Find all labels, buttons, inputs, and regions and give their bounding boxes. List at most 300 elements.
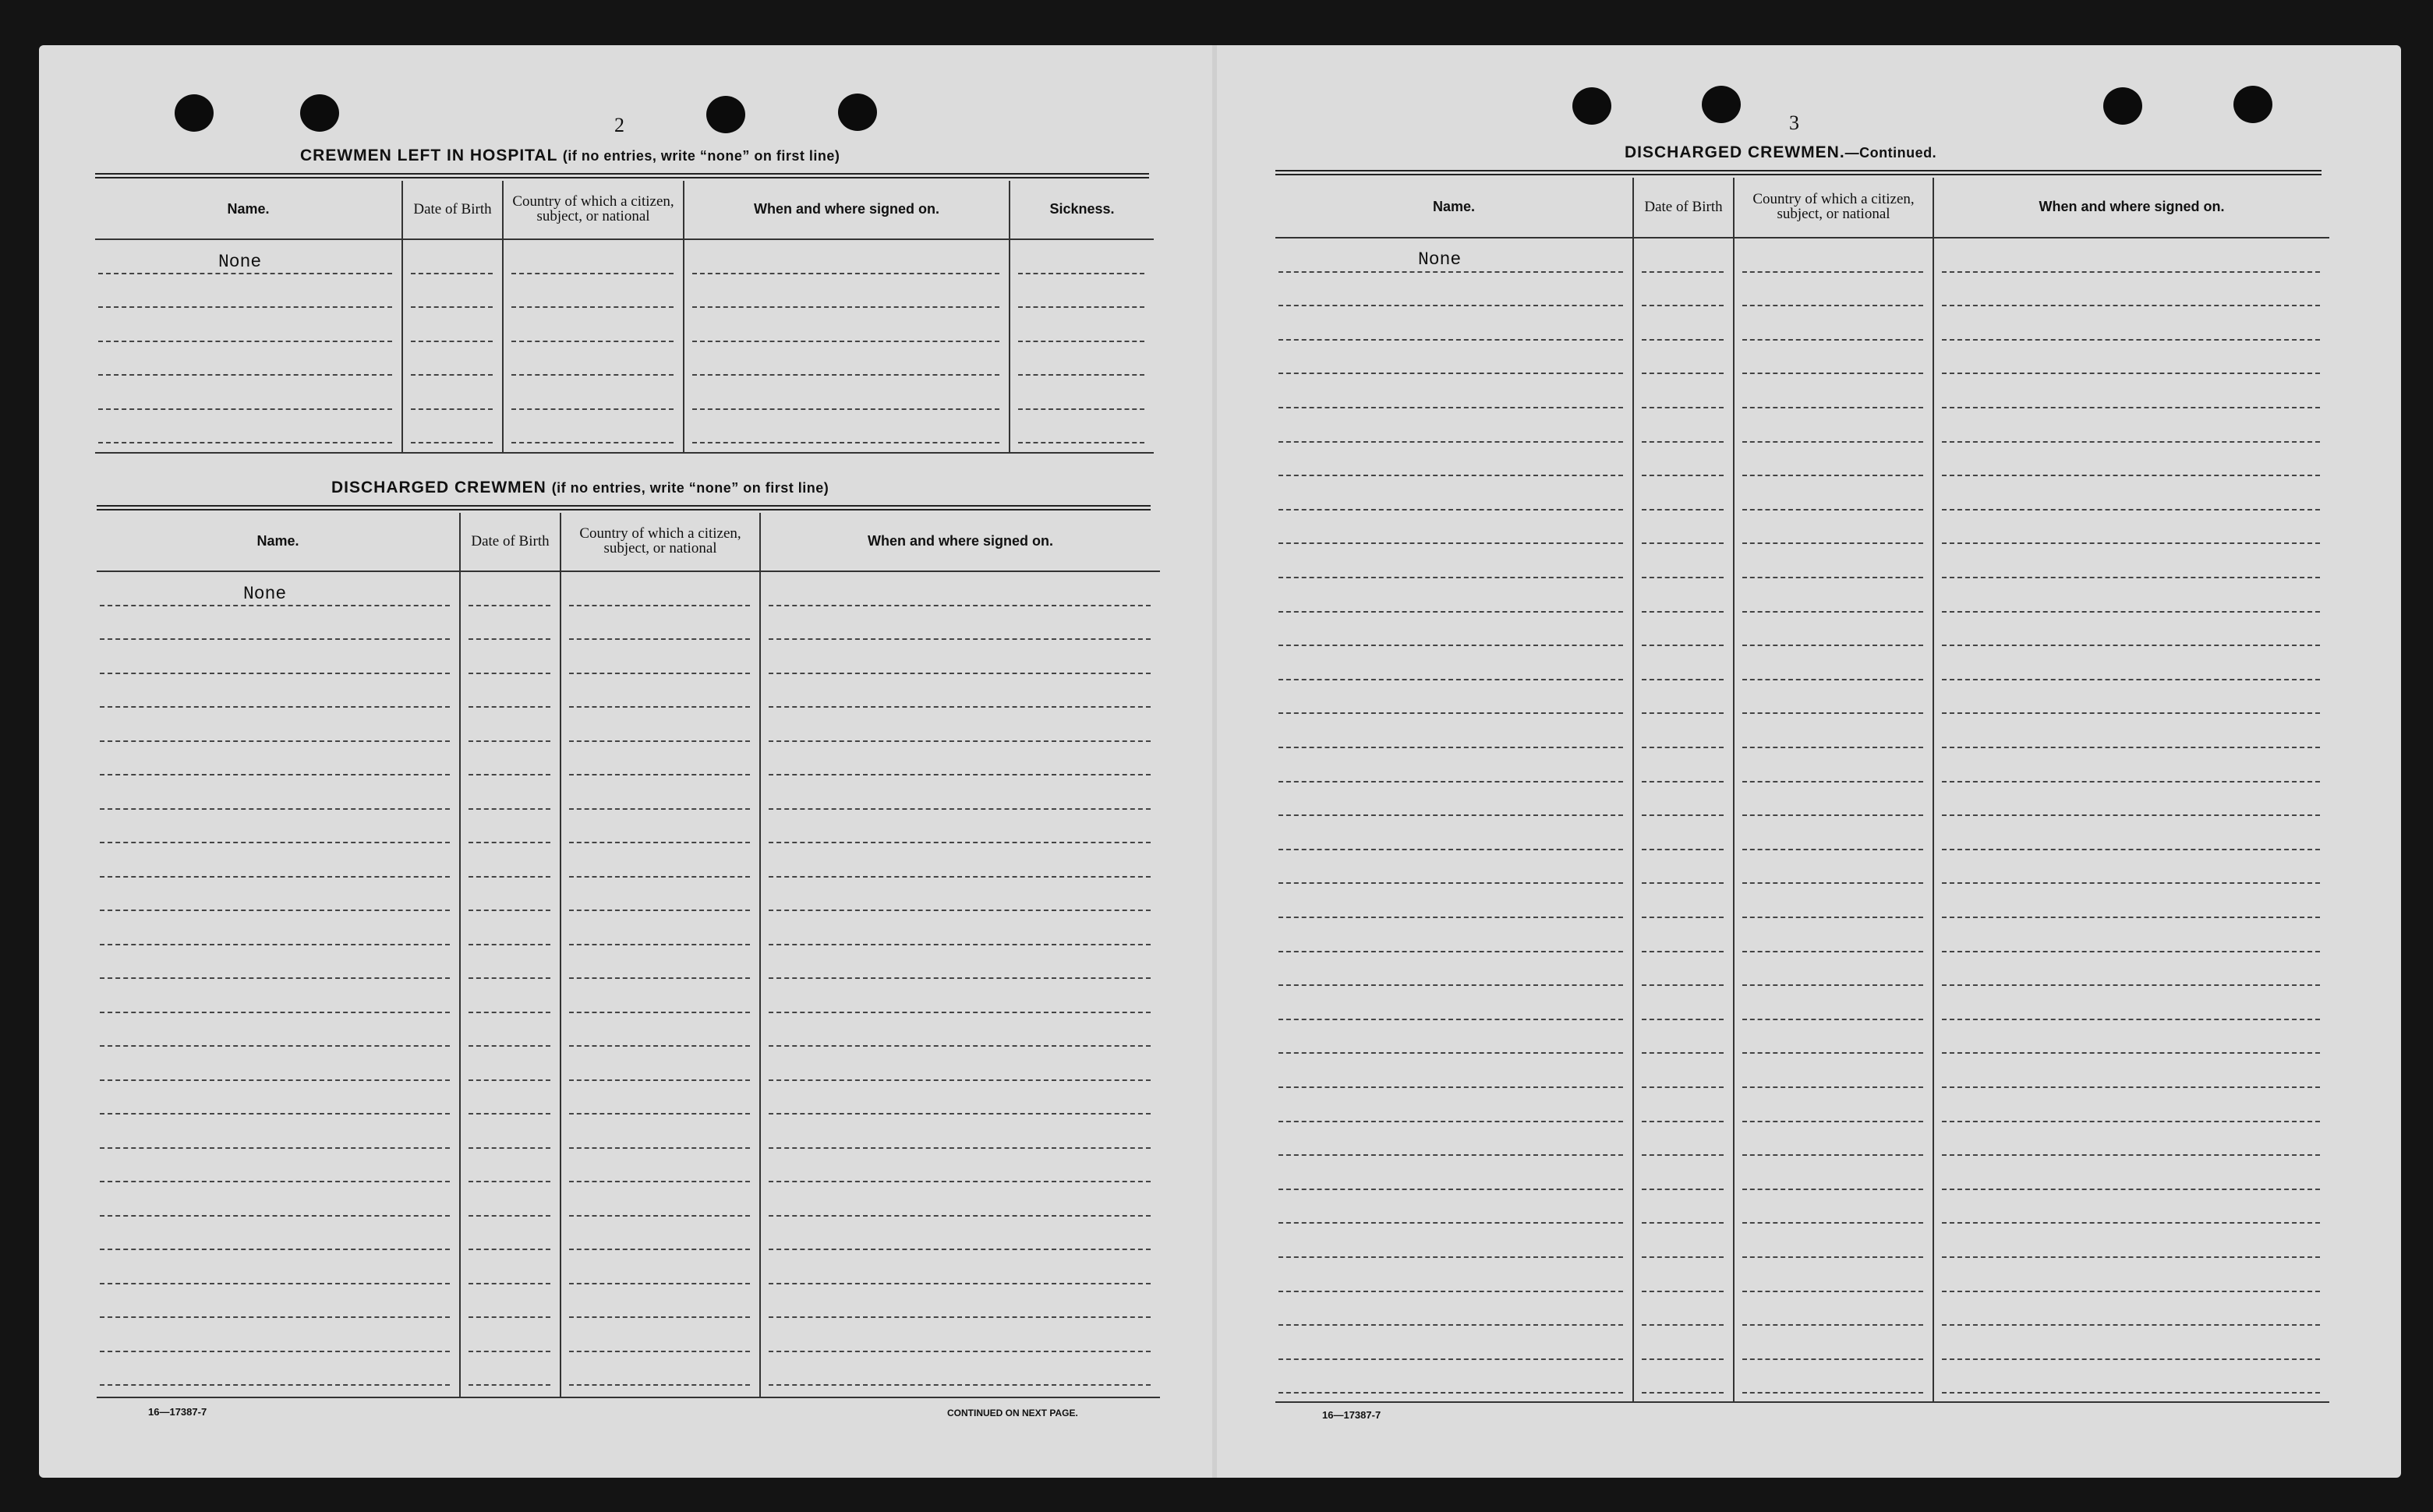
table-bottom-rule — [1275, 1401, 2329, 1403]
dotted-entry-line — [1742, 679, 1923, 680]
dotted-entry-line — [1942, 712, 2320, 714]
dotted-entry-line — [1278, 1121, 1623, 1122]
dotted-entry-line — [1278, 542, 1623, 544]
dotted-entry-line — [469, 876, 550, 878]
dotted-entry-line — [411, 374, 493, 376]
dotted-entry-line — [100, 774, 450, 775]
dotted-entry-line — [1642, 373, 1724, 374]
dotted-entry-line — [569, 910, 750, 911]
dotted-entry-line — [1942, 951, 2320, 952]
header-signed-on: When and where signed on. — [867, 532, 1054, 549]
header-rule — [95, 238, 1154, 240]
page-number: 3 — [1789, 111, 1799, 134]
right-title-rule — [1275, 170, 2322, 175]
dotted-entry-line — [569, 673, 750, 674]
dotted-entry-line — [1942, 984, 2320, 986]
header-country: Country of which a citizen, subject, or national — [579, 525, 741, 556]
discharged-title: DISCHARGED CREWMEN — [331, 479, 546, 496]
dotted-entry-line — [98, 273, 392, 274]
punch-hole — [2233, 86, 2272, 123]
dotted-entry-line — [569, 944, 750, 945]
dotted-entry-line — [100, 1012, 450, 1013]
dotted-entry-line — [100, 1079, 450, 1081]
right-section-title — [1625, 143, 1936, 162]
column-divider — [683, 181, 684, 452]
dotted-entry-line — [1018, 442, 1144, 443]
dotted-entry-line — [1642, 951, 1724, 952]
dotted-entry-line — [692, 273, 999, 274]
dotted-entry-line — [469, 808, 550, 810]
header-sickness: Sickness. — [1049, 200, 1115, 217]
dotted-entry-line — [1278, 305, 1623, 306]
header-name: Name. — [227, 200, 270, 217]
dotted-entry-line — [769, 706, 1151, 708]
dotted-entry-line — [1942, 611, 2320, 613]
header-rule — [1275, 237, 2329, 238]
dotted-entry-line — [1742, 849, 1923, 850]
dotted-entry-line — [469, 673, 550, 674]
dotted-entry-line — [1278, 882, 1623, 884]
dotted-entry-line — [1018, 306, 1144, 308]
dotted-entry-line — [1942, 1154, 2320, 1156]
dotted-entry-line — [100, 842, 450, 843]
continued-note: CONTINUED ON NEXT PAGE. — [947, 1408, 1078, 1418]
dotted-entry-line — [1942, 1256, 2320, 1258]
dotted-entry-line — [1642, 1291, 1724, 1292]
dotted-entry-line — [769, 605, 1151, 606]
table-bottom-rule — [97, 1397, 1160, 1398]
dotted-entry-line — [769, 1316, 1151, 1318]
dotted-entry-line — [100, 1215, 450, 1217]
header-date-of-birth: Date of Birth — [413, 200, 492, 217]
dotted-entry-line — [1278, 645, 1623, 646]
dotted-entry-line — [1278, 577, 1623, 578]
hospital-entry-name: None — [218, 252, 262, 272]
dotted-entry-line — [1942, 407, 2320, 408]
dotted-entry-line — [1642, 542, 1724, 544]
dotted-entry-line — [1742, 407, 1923, 408]
dotted-entry-line — [469, 774, 550, 775]
dotted-entry-line — [1742, 814, 1923, 816]
dotted-entry-line — [1942, 271, 2320, 273]
dotted-entry-line — [569, 1316, 750, 1318]
dotted-entry-line — [1942, 1086, 2320, 1088]
dotted-entry-line — [1278, 1019, 1623, 1020]
dotted-entry-line — [1278, 1154, 1623, 1156]
dotted-entry-line — [1642, 849, 1724, 850]
dotted-entry-line — [1742, 882, 1923, 884]
dotted-entry-line — [469, 1181, 550, 1182]
header-date-of-birth: Date of Birth — [471, 532, 550, 549]
discharged-section-title — [331, 479, 829, 497]
column-divider — [1733, 178, 1735, 1401]
dotted-entry-line — [769, 1215, 1151, 1217]
dotted-entry-line — [100, 910, 450, 911]
dotted-entry-line — [1742, 509, 1923, 510]
dotted-entry-line — [769, 774, 1151, 775]
dotted-entry-line — [1642, 1256, 1724, 1258]
dotted-entry-line — [769, 1181, 1151, 1182]
dotted-entry-line — [1942, 1222, 2320, 1224]
punch-hole — [1572, 87, 1611, 125]
dotted-entry-line — [1942, 1189, 2320, 1190]
dotted-entry-line — [1642, 1154, 1724, 1156]
dotted-entry-line — [1742, 1086, 1923, 1088]
column-divider — [502, 181, 504, 452]
column-divider — [401, 181, 403, 452]
dotted-entry-line — [1942, 1019, 2320, 1020]
dotted-entry-line — [469, 740, 550, 742]
dotted-entry-line — [469, 1147, 550, 1149]
dotted-entry-line — [1742, 984, 1923, 986]
dotted-entry-line — [1942, 1324, 2320, 1326]
dotted-entry-line — [100, 1181, 450, 1182]
header-rule — [97, 571, 1160, 572]
column-divider — [759, 513, 761, 1397]
dotted-entry-line — [1942, 1358, 2320, 1360]
dotted-entry-line — [1642, 1189, 1724, 1190]
dotted-entry-line — [1278, 373, 1623, 374]
header-country: Country of which a citizen, subject, or national — [512, 193, 674, 224]
dotted-entry-line — [1642, 1086, 1724, 1088]
dotted-entry-line — [1742, 542, 1923, 544]
dotted-entry-line — [469, 977, 550, 979]
dotted-entry-line — [98, 408, 392, 410]
dotted-entry-line — [569, 706, 750, 708]
dotted-entry-line — [769, 1249, 1151, 1250]
dotted-entry-line — [469, 1215, 550, 1217]
dotted-entry-line — [692, 442, 999, 443]
dotted-entry-line — [569, 1147, 750, 1149]
dotted-entry-line — [1642, 1019, 1724, 1020]
table-bottom-rule — [95, 452, 1154, 454]
dotted-entry-line — [1642, 712, 1724, 714]
dotted-entry-line — [469, 706, 550, 708]
dotted-entry-line — [1942, 542, 2320, 544]
header-signed-on: When and where signed on. — [753, 200, 940, 217]
hospital-title: CREWMEN LEFT IN HOSPITAL — [300, 147, 558, 164]
dotted-entry-line — [411, 306, 493, 308]
right-discharged-table — [1275, 178, 2329, 1403]
dotted-entry-line — [1642, 441, 1724, 443]
dotted-entry-line — [1018, 341, 1144, 342]
dotted-entry-line — [1642, 1052, 1724, 1054]
dotted-entry-line — [1642, 814, 1724, 816]
dotted-entry-line — [1742, 1392, 1923, 1394]
dotted-entry-line — [100, 706, 450, 708]
dotted-entry-line — [1742, 1052, 1923, 1054]
dotted-entry-line — [569, 638, 750, 640]
dotted-entry-line — [98, 306, 392, 308]
dotted-entry-line — [1942, 509, 2320, 510]
dotted-entry-line — [769, 944, 1151, 945]
dotted-entry-line — [1742, 373, 1923, 374]
dotted-entry-line — [769, 842, 1151, 843]
dotted-entry-line — [1942, 373, 2320, 374]
dotted-entry-line — [1018, 374, 1144, 376]
discharged-title-rule — [97, 505, 1151, 510]
dotted-entry-line — [1642, 1324, 1724, 1326]
dotted-entry-line — [769, 808, 1151, 810]
dotted-entry-line — [1742, 1189, 1923, 1190]
dotted-entry-line — [1742, 1121, 1923, 1122]
dotted-entry-line — [769, 1079, 1151, 1081]
dotted-entry-line — [511, 408, 674, 410]
dotted-entry-line — [1278, 441, 1623, 443]
dotted-entry-line — [1642, 577, 1724, 578]
dotted-entry-line — [1278, 1189, 1623, 1190]
dotted-entry-line — [1742, 645, 1923, 646]
hospital-title-rule — [95, 173, 1149, 178]
dotted-entry-line — [1278, 1291, 1623, 1292]
column-divider — [1009, 181, 1010, 452]
punch-hole — [300, 94, 339, 132]
dotted-entry-line — [1642, 305, 1724, 306]
dotted-entry-line — [1642, 781, 1724, 782]
form-number: 16—17387-7 — [148, 1406, 207, 1418]
dotted-entry-line — [569, 1045, 750, 1047]
dotted-entry-line — [1742, 951, 1923, 952]
right-title-suffix: —Continued. — [1844, 145, 1937, 161]
dotted-entry-line — [692, 408, 999, 410]
right-entry-name: None — [1418, 249, 1462, 270]
dotted-entry-line — [1642, 1121, 1724, 1122]
column-divider — [560, 513, 561, 1397]
dotted-entry-line — [511, 273, 674, 274]
dotted-entry-line — [411, 408, 493, 410]
dotted-entry-line — [569, 977, 750, 979]
dotted-entry-line — [100, 673, 450, 674]
dotted-entry-line — [692, 341, 999, 342]
dotted-entry-line — [1278, 1052, 1623, 1054]
dotted-entry-line — [1942, 882, 2320, 884]
dotted-entry-line — [1742, 1222, 1923, 1224]
dotted-entry-line — [1742, 271, 1923, 273]
dotted-entry-line — [1278, 951, 1623, 952]
dotted-entry-line — [469, 842, 550, 843]
dotted-entry-line — [1278, 917, 1623, 918]
dotted-entry-line — [569, 1249, 750, 1250]
dotted-entry-line — [769, 638, 1151, 640]
dotted-entry-line — [1742, 611, 1923, 613]
discharged-table — [97, 513, 1160, 1400]
dotted-entry-line — [1278, 1358, 1623, 1360]
dotted-entry-line — [1942, 339, 2320, 341]
dotted-entry-line — [1278, 1324, 1623, 1326]
header-name: Name. — [256, 532, 299, 549]
discharged-instruction: (if no entries, write “none” on first line) — [551, 480, 829, 496]
hospital-instruction: (if no entries, write “none” on first line) — [562, 148, 840, 164]
dotted-entry-line — [1278, 984, 1623, 986]
dotted-entry-line — [469, 1316, 550, 1318]
dotted-entry-line — [569, 1113, 750, 1115]
header-country: Country of which a citizen, subject, or national — [1752, 191, 1915, 222]
dotted-entry-line — [1278, 1222, 1623, 1224]
column-divider — [1632, 178, 1634, 1401]
dotted-entry-line — [100, 1113, 450, 1115]
dotted-entry-line — [769, 1351, 1151, 1352]
dotted-entry-line — [1642, 882, 1724, 884]
dotted-entry-line — [769, 1384, 1151, 1386]
dotted-entry-line — [569, 808, 750, 810]
dotted-entry-line — [569, 740, 750, 742]
dotted-entry-line — [1742, 1256, 1923, 1258]
dotted-entry-line — [511, 306, 674, 308]
dotted-entry-line — [1278, 1086, 1623, 1088]
dotted-entry-line — [769, 876, 1151, 878]
dotted-entry-line — [1742, 475, 1923, 476]
dotted-entry-line — [1018, 408, 1144, 410]
dotted-entry-line — [1742, 712, 1923, 714]
header-name: Name. — [1432, 198, 1476, 214]
dotted-entry-line — [469, 638, 550, 640]
dotted-entry-line — [1278, 611, 1623, 613]
punch-hole — [838, 94, 877, 131]
dotted-entry-line — [1942, 814, 2320, 816]
dotted-entry-line — [569, 1181, 750, 1182]
punch-hole — [2103, 87, 2142, 125]
dotted-entry-line — [1742, 1154, 1923, 1156]
dotted-entry-line — [511, 442, 674, 443]
dotted-entry-line — [1942, 475, 2320, 476]
dotted-entry-line — [100, 1351, 450, 1352]
dotted-entry-line — [769, 977, 1151, 979]
dotted-entry-line — [1642, 1358, 1724, 1360]
dotted-entry-line — [100, 944, 450, 945]
dotted-entry-line — [1278, 339, 1623, 341]
dotted-entry-line — [1742, 1291, 1923, 1292]
dotted-entry-line — [1278, 781, 1623, 782]
dotted-entry-line — [1642, 1222, 1724, 1224]
hospital-table — [95, 181, 1154, 457]
dotted-entry-line — [98, 442, 392, 443]
dotted-entry-line — [1942, 305, 2320, 306]
dotted-entry-line — [1642, 611, 1724, 613]
dotted-entry-line — [100, 740, 450, 742]
dotted-entry-line — [469, 1113, 550, 1115]
dotted-entry-line — [469, 1283, 550, 1284]
page-number: 2 — [614, 114, 624, 136]
dotted-entry-line — [469, 1012, 550, 1013]
dotted-entry-line — [469, 1045, 550, 1047]
dotted-entry-line — [769, 1045, 1151, 1047]
dotted-entry-line — [1742, 747, 1923, 748]
dotted-entry-line — [1278, 271, 1623, 273]
page-gutter — [1212, 45, 1217, 1478]
dotted-entry-line — [569, 842, 750, 843]
dotted-entry-line — [769, 910, 1151, 911]
dotted-entry-line — [100, 638, 450, 640]
dotted-entry-line — [569, 876, 750, 878]
dotted-entry-line — [569, 1351, 750, 1352]
dotted-entry-line — [1642, 984, 1724, 986]
dotted-entry-line — [1642, 645, 1724, 646]
dotted-entry-line — [469, 1351, 550, 1352]
dotted-entry-line — [569, 1079, 750, 1081]
dotted-entry-line — [98, 374, 392, 376]
form-number: 16—17387-7 — [1322, 1409, 1381, 1421]
dotted-entry-line — [1642, 339, 1724, 341]
dotted-entry-line — [1278, 1392, 1623, 1394]
dotted-entry-line — [469, 1384, 550, 1386]
dotted-entry-line — [769, 673, 1151, 674]
dotted-entry-line — [469, 1249, 550, 1250]
hospital-section-title — [300, 147, 840, 165]
dotted-entry-line — [411, 341, 493, 342]
dotted-entry-line — [1642, 679, 1724, 680]
dotted-entry-line — [769, 1012, 1151, 1013]
dotted-entry-line — [100, 1249, 450, 1250]
dotted-entry-line — [1278, 814, 1623, 816]
dotted-entry-line — [1278, 407, 1623, 408]
dotted-entry-line — [1942, 747, 2320, 748]
dotted-entry-line — [1278, 849, 1623, 850]
dotted-entry-line — [1942, 1052, 2320, 1054]
column-divider — [1933, 178, 1934, 1401]
dotted-entry-line — [1642, 271, 1724, 273]
dotted-entry-line — [100, 1147, 450, 1149]
dotted-entry-line — [469, 605, 550, 606]
dotted-entry-line — [1742, 1358, 1923, 1360]
dotted-entry-line — [1278, 747, 1623, 748]
dotted-entry-line — [1278, 475, 1623, 476]
header-date-of-birth: Date of Birth — [1644, 198, 1723, 215]
dotted-entry-line — [100, 1384, 450, 1386]
dotted-entry-line — [411, 442, 493, 443]
dotted-entry-line — [1642, 917, 1724, 918]
dotted-entry-line — [569, 1384, 750, 1386]
dotted-entry-line — [1642, 475, 1724, 476]
dotted-entry-line — [100, 808, 450, 810]
dotted-entry-line — [569, 1215, 750, 1217]
dotted-entry-line — [1942, 441, 2320, 443]
dotted-entry-line — [769, 1147, 1151, 1149]
dotted-entry-line — [511, 374, 674, 376]
dotted-entry-line — [1742, 781, 1923, 782]
punch-hole — [706, 96, 745, 133]
dotted-entry-line — [1742, 1324, 1923, 1326]
dotted-entry-line — [1278, 509, 1623, 510]
dotted-entry-line — [1942, 1392, 2320, 1394]
dotted-entry-line — [100, 605, 450, 606]
dotted-entry-line — [1278, 679, 1623, 680]
dotted-entry-line — [1942, 1121, 2320, 1122]
dotted-entry-line — [100, 1283, 450, 1284]
dotted-entry-line — [1742, 339, 1923, 341]
dotted-entry-line — [1942, 645, 2320, 646]
dotted-entry-line — [569, 605, 750, 606]
dotted-entry-line — [1742, 1019, 1923, 1020]
dotted-entry-line — [1942, 679, 2320, 680]
dotted-entry-line — [1018, 273, 1144, 274]
dotted-entry-line — [411, 273, 493, 274]
dotted-entry-line — [100, 977, 450, 979]
dotted-entry-line — [769, 1283, 1151, 1284]
discharged-entry-name: None — [243, 584, 287, 604]
dotted-entry-line — [1942, 849, 2320, 850]
dotted-entry-line — [569, 1283, 750, 1284]
dotted-entry-line — [1942, 1291, 2320, 1292]
dotted-entry-line — [98, 341, 392, 342]
dotted-entry-line — [769, 1113, 1151, 1115]
dotted-entry-line — [1642, 747, 1724, 748]
dotted-entry-line — [1942, 917, 2320, 918]
dotted-entry-line — [1278, 1256, 1623, 1258]
dotted-entry-line — [692, 374, 999, 376]
right-title: DISCHARGED CREWMEN. — [1625, 143, 1845, 161]
dotted-entry-line — [1742, 917, 1923, 918]
header-signed-on: When and where signed on. — [2039, 198, 2225, 214]
